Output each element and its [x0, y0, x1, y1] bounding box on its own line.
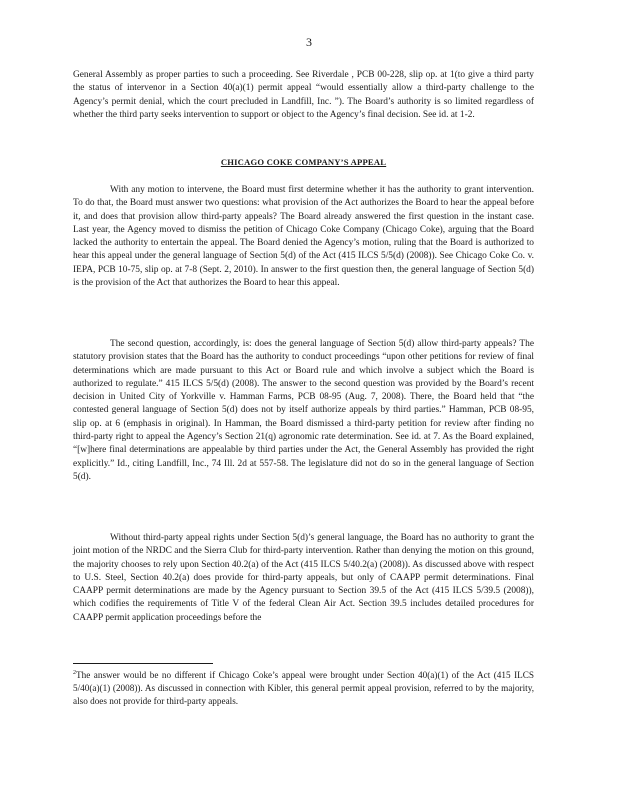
page-number: 3 — [306, 35, 312, 49]
paragraph-first-question: With any motion to intervene, the Board must first determine whether it has the authority to grant intervention. To do that, the Board must answer two questions: what provision of the Act authorizes the Board to hear the appeal before it, and does that provision allow third-party appeals? The Board already answered the first question in the instant case. Last year, the Agency moved to dismiss the petition of Chicago Coke Company (Chicago Coke), arguing that the Board lacked the authority to entertain the appeal. The Board denied the Agency’s motion, ruling that the Board is authorized to hear this appeal under the general language of Section 5(d) of the Act (415 ILCS 5/5(d) (2008)). See Chicago Coke Co. v. IEPA, PCB 10-75, slip op. at 7-8 (Sept. 2, 2010). In answer to the first question then, the general language of Section 5(d) is the provision of the Act that authorizes the Board to hear this appeal. — [73, 185, 534, 289]
section-heading — [73, 157, 534, 167]
footnote — [73, 667, 534, 709]
paragraph-intro: General Assembly as proper parties to such a proceeding. See Riverdale , PCB 00-228, slip op. at 1(to give a third party the status of intervenor in a Section 40(a)(1) permit appeal “would essentially allow a third-party challenge to the Agency’s permit denial, which the court precluded in Landfill, Inc. ”). The Board’s authority is so limited regardless of whether the third party seeks intervention to support or object to the Agency’s final decision. See id. at 1-2. — [73, 70, 534, 120]
footnote-text: The answer would be no different if Chicago Coke’s appeal were brought under Section 40(a)(1) of the Act (415 ILCS 5/40(a)(1) (2008)). As discussed in connection with Kibler, this general permit appeal provision, referred to by the majority, also does not provide for third-party appeals. — [73, 670, 534, 707]
section-heading-text: CHICAGO COKE COMPANY’S APPEAL — [220, 157, 387, 167]
footnote-marker: 2 — [73, 670, 76, 676]
paragraph-third-party-rights: Without third-party appeal rights under Section 5(d)’s general language, the Board has no authority to grant the joint motion of the NRDC and the Sierra Club for third-party intervention. Rather than denying the motion on this ground, the majority chooses to rely upon Section 40.2(a) of the Act (415 ILCS 5/40.2(a) (2008)). As discussed above with respect to U.S. Steel, Section 40.2(a) does provide for third-party appeals, but only of CAAPP permit determinations. Final CAAPP permit determinations are made by the Agency pursuant to Section 39.5 of the Act (415 ILCS 5/39.5 (2008)), which codifies the requirements of Title V of the federal Clean Air Act. Section 39.5 includes detailed procedures for CAAPP permit application proceedings before the — [73, 533, 534, 623]
footnote-divider — [73, 663, 213, 664]
paragraph-second-question: The second question, accordingly, is: does the general language of Section 5(d) allow third-party appeals? The statutory provision states that the Board has the authority to conduct proceedings “upon other petitions for review of final determinations which are made pursuant to this Act or Board rule and which involve a subject which the Board is authorized to regulate.” 415 ILCS 5/5(d) (2008). The answer to the second question was provided by the Board’s recent decision in United City of Yorkville v. Hamman Farms, PCB 08-95 (Aug. 7, 2008). There, the Board held that “the contested general language of Section 5(d) does not by itself authorize appeals by third parties.” Hamman, PCB 08-95, slip op. at 6 (emphasis in original). In Hamman, the Board dismissed a third-party petition for review after finding no third-party right to appeal the Agency’s Section 21(q) agronomic rate determination. See id. at 7. As the Board explained, “[w]here final determinations are appealable by third parties under the Act, the General Assembly has provided the right explicitly.” Id., citing Landfill, Inc., 74 Ill. 2d at 557-58. The legislature did not do so in the general language of Section 5(d). — [73, 339, 534, 482]
